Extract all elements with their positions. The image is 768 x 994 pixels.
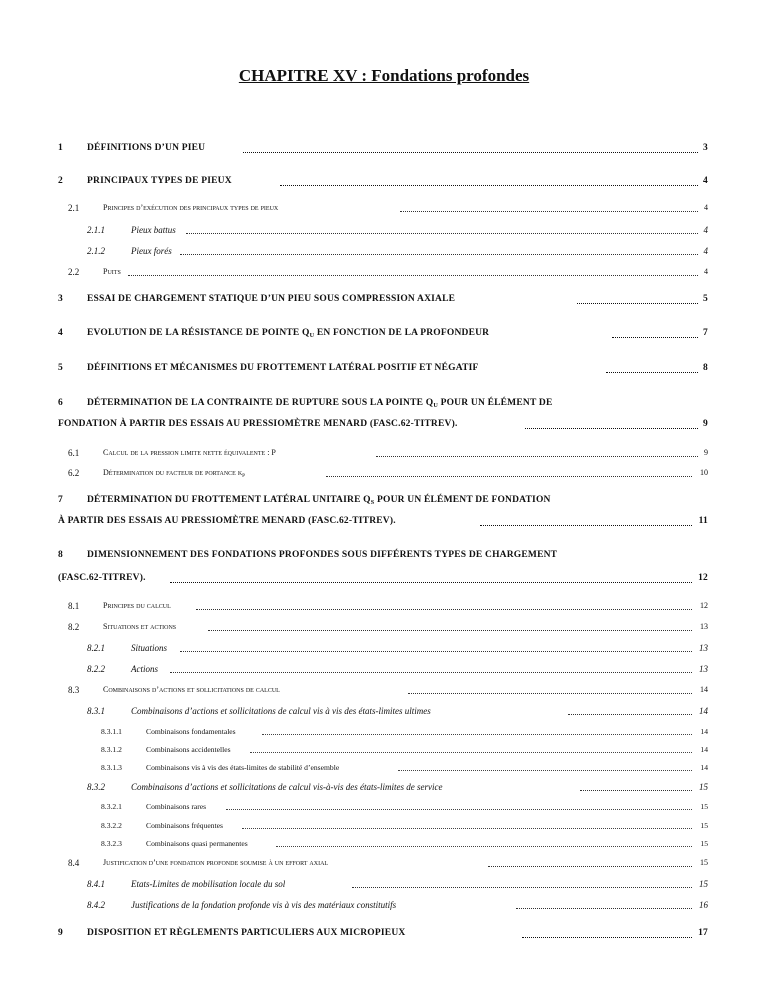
toc-title-continued: À PARTIR DES ESSAIS AU PRESSIOMÈTRE MENARD (FASC.62-TITREV). — [58, 516, 396, 526]
toc-number: 8.4.1 — [87, 879, 105, 889]
toc-entry-5[interactable] — [0, 363, 768, 379]
toc-page: 9 — [703, 419, 708, 429]
toc-title: Situations et actions — [103, 622, 177, 631]
toc-page: 8 — [703, 363, 708, 373]
toc-number: 8.3.2.3 — [101, 839, 122, 848]
toc-entry-8-3[interactable] — [0, 685, 768, 701]
toc-entry-6-cont[interactable] — [0, 419, 768, 435]
toc-page: 14 — [700, 745, 708, 754]
toc-page: 15 — [700, 802, 708, 811]
toc-title: Combinaisons accidentelles — [146, 745, 231, 754]
toc-entry-8-2-2[interactable] — [0, 664, 768, 680]
toc-title: Pieux forés — [131, 246, 172, 256]
toc-entry-4[interactable] — [0, 328, 768, 344]
toc-entry-9[interactable] — [0, 928, 768, 944]
toc-entry-8-3-1[interactable] — [0, 706, 768, 722]
toc-leader — [243, 143, 698, 153]
toc-leader — [180, 246, 698, 255]
toc-number: 3 — [58, 294, 63, 304]
toc-title: Justification d’une fondation profonde soumise à un effort axial — [103, 858, 329, 867]
toc-number: 8.3 — [68, 685, 80, 695]
toc-leader — [326, 468, 692, 477]
toc-title: Détermination du facteur de portance $k_P$ — [103, 468, 246, 479]
toc-number: 6.2 — [68, 468, 80, 478]
toc-number: 8.3.2.1 — [101, 802, 122, 811]
toc-number: 7 — [58, 495, 63, 505]
toc-number: 8 — [58, 550, 63, 560]
toc-title: ESSAI DE CHARGEMENT STATIQUE D’UN PIEU SOUS COMPRESSION AXIALE — [87, 294, 456, 304]
toc-leader — [242, 821, 692, 829]
toc-entry-8-4-1[interactable] — [0, 879, 768, 895]
toc-page: 4 — [704, 267, 708, 276]
toc-title-continued: FONDATION À PARTIR DES ESSAIS AU PRESSIOMÈTRE MENARD (FASC.62-TITREV). — [58, 419, 458, 429]
toc-number: 8.4 — [68, 858, 80, 868]
toc-page: 15 — [700, 821, 708, 830]
toc-leader — [522, 928, 692, 938]
toc-number: 5 — [58, 363, 63, 373]
toc-title-continued: (FASC.62-TITREV). — [58, 573, 146, 583]
toc-number: 8.2.1 — [87, 643, 105, 653]
toc-number: 1 — [58, 143, 63, 153]
toc-page: 3 — [703, 143, 708, 153]
toc-title: DÉTERMINATION DU FROTTEMENT LATÉRAL UNITAIRE $Q_S$ POUR UN ÉLÉMENT DE FONDATION — [87, 495, 551, 506]
toc-entry-8-3-2[interactable] — [0, 782, 768, 798]
toc-entry-8-3-2-2[interactable] — [0, 821, 768, 837]
toc-page: 15 — [699, 782, 708, 792]
toc-title: DÉTERMINATION DE LA CONTRAINTE DE RUPTURE SOUS LA POINTE $Q_U$ POUR UN ÉLÉMENT DE — [87, 398, 553, 409]
toc-title: Combinaisons d’actions et sollicitations de calcul vis à vis des états-limites ultimes — [131, 706, 431, 716]
toc-title: Combinaisons d’actions et sollicitations de calcul — [103, 685, 280, 694]
toc-entry-1[interactable] — [0, 143, 768, 159]
toc-title: EVOLUTION DE LA RÉSISTANCE DE POINTE $Q_U$ EN FONCTION DE LA PROFONDEUR — [87, 328, 490, 339]
toc-leader — [280, 176, 698, 186]
toc-entry-8-3-2-3[interactable] — [0, 839, 768, 855]
toc-leader — [612, 328, 698, 338]
toc-page: 13 — [699, 664, 708, 674]
toc-leader — [480, 516, 692, 526]
toc-title: DÉFINITIONS ET MÉCANISMES DU FROTTEMENT LATÉRAL POSITIF ET NÉGATIF — [87, 363, 479, 373]
toc-number: 8.3.1 — [87, 706, 105, 716]
toc-leader — [568, 706, 692, 715]
toc-number: 4 — [58, 328, 63, 338]
toc-page: 11 — [698, 516, 708, 526]
toc-entry-8-2[interactable] — [0, 622, 768, 638]
toc-page: 4 — [704, 203, 708, 212]
toc-entry-8-cont[interactable] — [0, 573, 768, 589]
toc-entry-8-3-1-2[interactable] — [0, 745, 768, 761]
toc-entry-6-1[interactable] — [0, 448, 768, 464]
toc-entry-2[interactable] — [0, 176, 768, 192]
toc-leader — [525, 419, 698, 429]
toc-number: 8.2 — [68, 622, 80, 632]
toc-page: 13 — [699, 643, 708, 653]
toc-entry-7-cont[interactable] — [0, 516, 768, 532]
toc-number: 2.2 — [68, 267, 80, 277]
toc-page: 4 — [703, 225, 708, 235]
toc-title: Situations — [131, 643, 168, 653]
toc-leader — [276, 839, 692, 847]
toc-leader — [400, 203, 698, 212]
toc-page: 10 — [700, 468, 708, 477]
toc-leader — [398, 763, 692, 771]
toc-page: 15 — [700, 839, 708, 848]
toc-title: Calcul de la pression limite nette équivalente : P — [103, 448, 276, 457]
toc-entry-8-3-2-1[interactable] — [0, 802, 768, 818]
toc-number: 2 — [58, 176, 63, 186]
toc-leader — [186, 225, 698, 234]
toc-number: 2.1 — [68, 203, 80, 213]
toc-page: 9 — [704, 448, 708, 457]
toc-number: 8.4.2 — [87, 900, 105, 910]
toc-leader — [180, 643, 692, 652]
toc-title: DÉFINITIONS D’UN PIEU — [87, 143, 206, 153]
toc-page: 17 — [698, 928, 708, 938]
toc-title: Combinaisons quasi permanentes — [146, 839, 248, 848]
toc-page: 7 — [703, 328, 708, 338]
toc-leader — [408, 685, 692, 694]
toc-entry-8-2-1[interactable] — [0, 643, 768, 659]
toc-page: 4 — [703, 176, 708, 186]
toc-title: DISPOSITION ET RÈGLEMENTS PARTICULIERS AUX MICROPIEUX — [87, 928, 406, 938]
toc-entry-8-3-1-1[interactable] — [0, 727, 768, 743]
toc-entry-2-2[interactable] — [0, 267, 768, 283]
toc-title: Combinaisons rares — [146, 802, 207, 811]
toc-leader — [606, 363, 698, 373]
toc-page: 16 — [699, 900, 708, 910]
toc-page: 4 — [703, 246, 708, 256]
toc-leader — [262, 727, 692, 735]
toc-leader — [488, 858, 692, 867]
toc-title: Principes du calcul — [103, 601, 171, 610]
toc-title: Puits — [103, 267, 121, 276]
toc-leader — [170, 664, 692, 673]
toc-number: 8.3.1.3 — [101, 763, 122, 772]
toc-title: Combinaisons fondamentales — [146, 727, 236, 736]
toc-leader — [250, 745, 692, 753]
toc-page: 14 — [700, 727, 708, 736]
toc-title: Justifications de la fondation profonde vis à vis des matériaux constitutifs — [131, 900, 397, 910]
toc-number: 2.1.1 — [87, 225, 105, 235]
toc-number: 6.1 — [68, 448, 80, 458]
toc-leader — [577, 294, 698, 304]
toc-leader — [516, 900, 692, 909]
toc-title: Combinaisons fréquentes — [146, 821, 223, 830]
toc-title: Pieux battus — [131, 225, 176, 235]
toc-number: 6 — [58, 398, 63, 408]
toc-number: 9 — [58, 928, 63, 938]
toc-leader — [208, 622, 692, 631]
toc-entry-6[interactable] — [0, 398, 768, 414]
toc-title: DIMENSIONNEMENT DES FONDATIONS PROFONDES SOUS DIFFÉRENTS TYPES DE CHARGEMENT — [87, 550, 558, 560]
toc-number: 8.3.2.2 — [101, 821, 122, 830]
toc-entry-2-1-1[interactable] — [0, 225, 768, 241]
toc-page: 15 — [700, 858, 708, 867]
chapter-title: CHAPITRE XV : Fondations profondes — [238, 66, 530, 85]
toc-entry-8-3-1-3[interactable] — [0, 763, 768, 779]
toc-page: 12 — [700, 601, 708, 610]
toc-leader — [376, 448, 698, 457]
toc-entry-8-4[interactable] — [0, 858, 768, 874]
toc-entry-7[interactable] — [0, 495, 768, 511]
toc-title: PRINCIPAUX TYPES DE PIEUX — [87, 176, 232, 186]
toc-page: 14 — [700, 685, 708, 694]
toc-title: Etats-Limites de mobilisation locale du sol — [131, 879, 286, 889]
toc-title: Actions — [131, 664, 158, 674]
toc-leader — [352, 879, 692, 888]
toc-number: 8.3.1.2 — [101, 745, 122, 754]
toc-title: Principes d’exécution des principaux types de pieux — [103, 203, 279, 212]
toc-page: 14 — [699, 706, 708, 716]
toc-entry-8-4-2[interactable] — [0, 900, 768, 916]
toc-page: 13 — [700, 622, 708, 631]
toc-page: 12 — [698, 573, 708, 583]
toc-number: 8.2.2 — [87, 664, 105, 674]
toc-page: 15 — [699, 879, 708, 889]
toc-title: Combinaisons d’actions et sollicitations de calcul vis-à-vis des états-limites de service — [131, 782, 443, 792]
toc-leader — [170, 573, 692, 583]
toc-entry-2-1[interactable] — [0, 203, 768, 219]
toc-page: 14 — [700, 763, 708, 772]
toc-entry-6-2[interactable] — [0, 468, 768, 484]
toc-entry-8[interactable] — [0, 550, 768, 566]
toc-number: 2.1.2 — [87, 246, 105, 256]
toc-leader — [196, 601, 692, 610]
toc-page: 5 — [703, 294, 708, 304]
toc-leader — [128, 267, 698, 276]
toc-title: Combinaisons vis à vis des états-limites de stabilité d’ensemble — [146, 763, 340, 772]
toc-number: 8.3.2 — [87, 782, 105, 792]
toc-leader — [580, 782, 692, 791]
toc-number: 8.1 — [68, 601, 80, 611]
toc-number: 8.3.1.1 — [101, 727, 122, 736]
toc-entry-3[interactable] — [0, 294, 768, 310]
toc-leader — [226, 802, 692, 810]
toc-entry-8-1[interactable] — [0, 601, 768, 617]
toc-entry-2-1-2[interactable] — [0, 246, 768, 262]
